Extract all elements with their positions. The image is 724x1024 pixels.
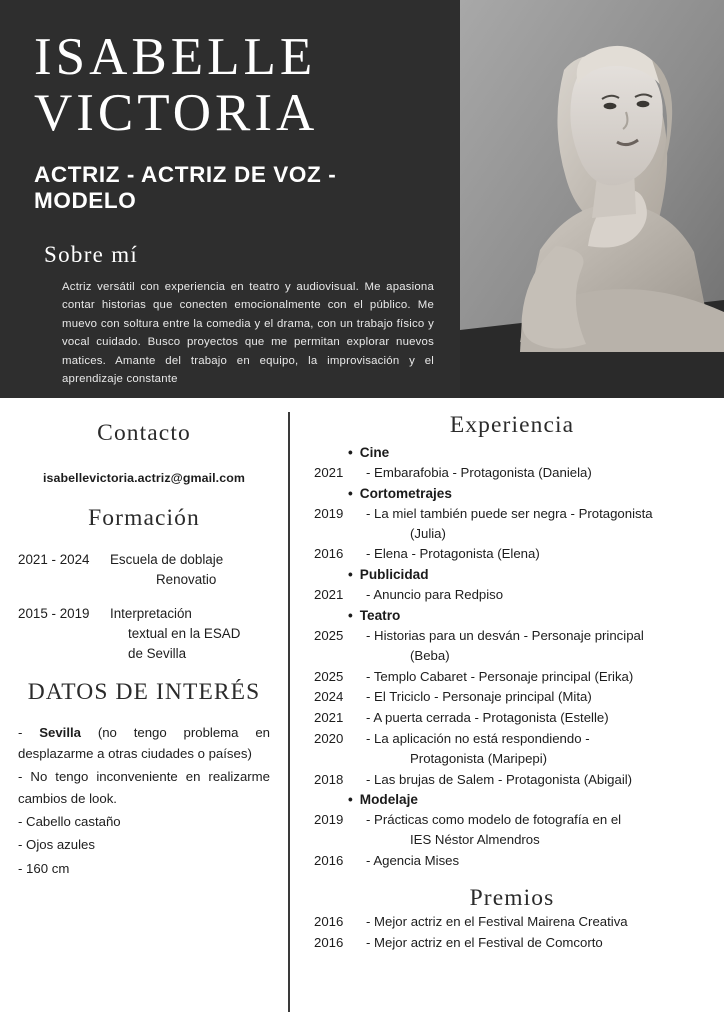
premio-text: - Mejor actriz en el Festival de Comcorto xyxy=(366,935,603,951)
exp-year: 2025 xyxy=(314,668,344,684)
right-column xyxy=(288,398,724,1024)
interes-item: - No tengo inconveniente en realizarme cambios de look. xyxy=(18,769,270,806)
interes-prefix: - xyxy=(18,724,40,740)
exp-text-main: - Prácticas como modelo de fotografía en el xyxy=(366,812,622,828)
exp-text xyxy=(366,504,710,544)
exp-text xyxy=(366,626,710,666)
formacion-list xyxy=(18,550,270,665)
formacion-item xyxy=(18,550,270,590)
exp-text: - Agencia Mises xyxy=(366,852,460,868)
exp-text-main: - Historias para un desván - Personaje principal xyxy=(366,627,644,643)
name-second: VICTORIA xyxy=(34,83,319,142)
formacion-line1: Escuela de doblaje xyxy=(110,552,224,567)
name-first: ISABELLE xyxy=(34,28,317,86)
exp-item xyxy=(314,463,710,483)
exp-item xyxy=(314,687,710,707)
experiencia-title: Experiencia xyxy=(449,412,575,438)
exp-group-cortometrajes: • Cortometrajes xyxy=(314,486,710,501)
exp-year: 2018 xyxy=(314,771,344,787)
exp-text xyxy=(366,810,710,850)
exp-item xyxy=(314,585,710,605)
exp-text xyxy=(366,729,710,769)
exp-item xyxy=(314,770,710,790)
exp-text-cont: IES Néstor Almendros xyxy=(410,832,540,848)
exp-year: 2019 xyxy=(314,812,344,828)
interes-item xyxy=(18,722,270,765)
exp-item xyxy=(314,729,710,769)
exp-text-main: - La miel también puede ser negra - Protagonista xyxy=(366,505,653,521)
exp-year: 2021 xyxy=(314,710,344,726)
premio-text: - Mejor actriz en el Festival Mairena Creativa xyxy=(366,913,628,929)
interes-list xyxy=(18,722,270,880)
interes-item: - 160 cm xyxy=(18,860,70,876)
contacto-title: Contacto xyxy=(97,420,191,446)
formacion-line2: Renovatio xyxy=(156,572,217,588)
formacion-years: 2021 - 2024 xyxy=(18,552,90,567)
left-column xyxy=(0,398,288,1024)
exp-text: - Templo Cabaret - Personaje principal (Erika) xyxy=(366,668,634,684)
formacion-line2: textual en la ESAD xyxy=(128,626,241,642)
premio-year: 2016 xyxy=(314,913,344,929)
exp-item xyxy=(314,626,710,666)
formacion-desc xyxy=(110,604,270,664)
formacion-title: Formación xyxy=(88,505,200,531)
about-section-title: Sobre mí xyxy=(44,241,139,267)
exp-year: 2021 xyxy=(314,465,344,480)
interes-title: DATOS DE INTERÉS xyxy=(27,678,261,705)
formacion-line1: Interpretación xyxy=(110,606,192,622)
formacion-item xyxy=(18,604,270,664)
body-columns xyxy=(0,398,724,1024)
exp-item xyxy=(314,504,710,544)
formacion-desc xyxy=(110,550,270,590)
premios-title: Premios xyxy=(469,884,555,911)
formacion-years: 2015 - 2019 xyxy=(18,606,90,622)
exp-group-cine: • Cine xyxy=(314,445,710,460)
exp-text: - Elena - Protagonista (Elena) xyxy=(366,546,540,562)
column-divider xyxy=(288,412,290,1012)
exp-item xyxy=(314,708,710,728)
exp-year: 2016 xyxy=(314,852,344,868)
exp-text: - Anuncio para Redpiso xyxy=(366,587,504,603)
portrait-illustration xyxy=(460,0,724,398)
exp-year: 2019 xyxy=(314,505,344,521)
exp-item xyxy=(314,667,710,687)
interes-rest: (no tengo problema en desplazarme a otras ciudades o países) xyxy=(18,724,270,761)
exp-text-cont: Protagonista (Maripepi) xyxy=(410,750,548,766)
portrait-photo xyxy=(460,0,724,398)
exp-item xyxy=(314,851,710,871)
exp-year: 2025 xyxy=(314,627,344,643)
exp-year: 2024 xyxy=(314,689,344,705)
exp-text-main: - La aplicación no está respondiendo - xyxy=(366,730,590,746)
role-subtitle: ACTRIZ - ACTRIZ DE VOZ - MODELO xyxy=(34,161,337,213)
premio-item xyxy=(314,933,710,953)
premio-year: 2016 xyxy=(314,935,344,951)
header-banner xyxy=(0,0,724,398)
exp-group-modelaje: • Modelaje xyxy=(314,792,710,807)
interes-item: - Cabello castaño xyxy=(18,814,121,830)
exp-text: - El Triciclo - Personaje principal (Mita) xyxy=(366,689,592,705)
interes-item: - Ojos azules xyxy=(18,837,95,853)
interes-bold: Sevilla xyxy=(39,724,82,740)
exp-text-cont: (Beba) xyxy=(410,647,450,663)
exp-text-cont: (Julia) xyxy=(410,525,446,541)
premio-item xyxy=(314,912,710,932)
exp-text: - Las brujas de Salem - Protagonista (Abigail) xyxy=(366,771,633,787)
exp-item xyxy=(314,544,710,564)
exp-group-teatro: • Teatro xyxy=(314,608,710,623)
exp-text: - Embarafobia - Protagonista (Daniela) xyxy=(366,465,592,480)
exp-text: - A puerta cerrada - Protagonista (Estelle) xyxy=(366,710,609,726)
email-text[interactable]: isabellevictoria.actriz@gmail.com xyxy=(42,471,245,485)
exp-year: 2020 xyxy=(314,730,344,746)
exp-year: 2021 xyxy=(314,587,344,603)
exp-item xyxy=(314,810,710,850)
formacion-line3: de Sevilla xyxy=(128,646,187,662)
exp-year: 2016 xyxy=(314,546,344,562)
exp-group-publicidad: • Publicidad xyxy=(314,567,710,582)
header-text-block xyxy=(0,0,460,398)
about-section-text: Actriz versátil con experiencia en teatro y audiovisual. Me apasiona contar historias que conecten emocionalmente con el público. Me muevo con soltura entre la comedia y el drama, con un trabajo físico y vocal cuidado. Busco proyectos que me permitan explorar nuevos matices. Amante del trabajo en equipo, la improvisación y el aprendizaje constante xyxy=(62,280,434,386)
